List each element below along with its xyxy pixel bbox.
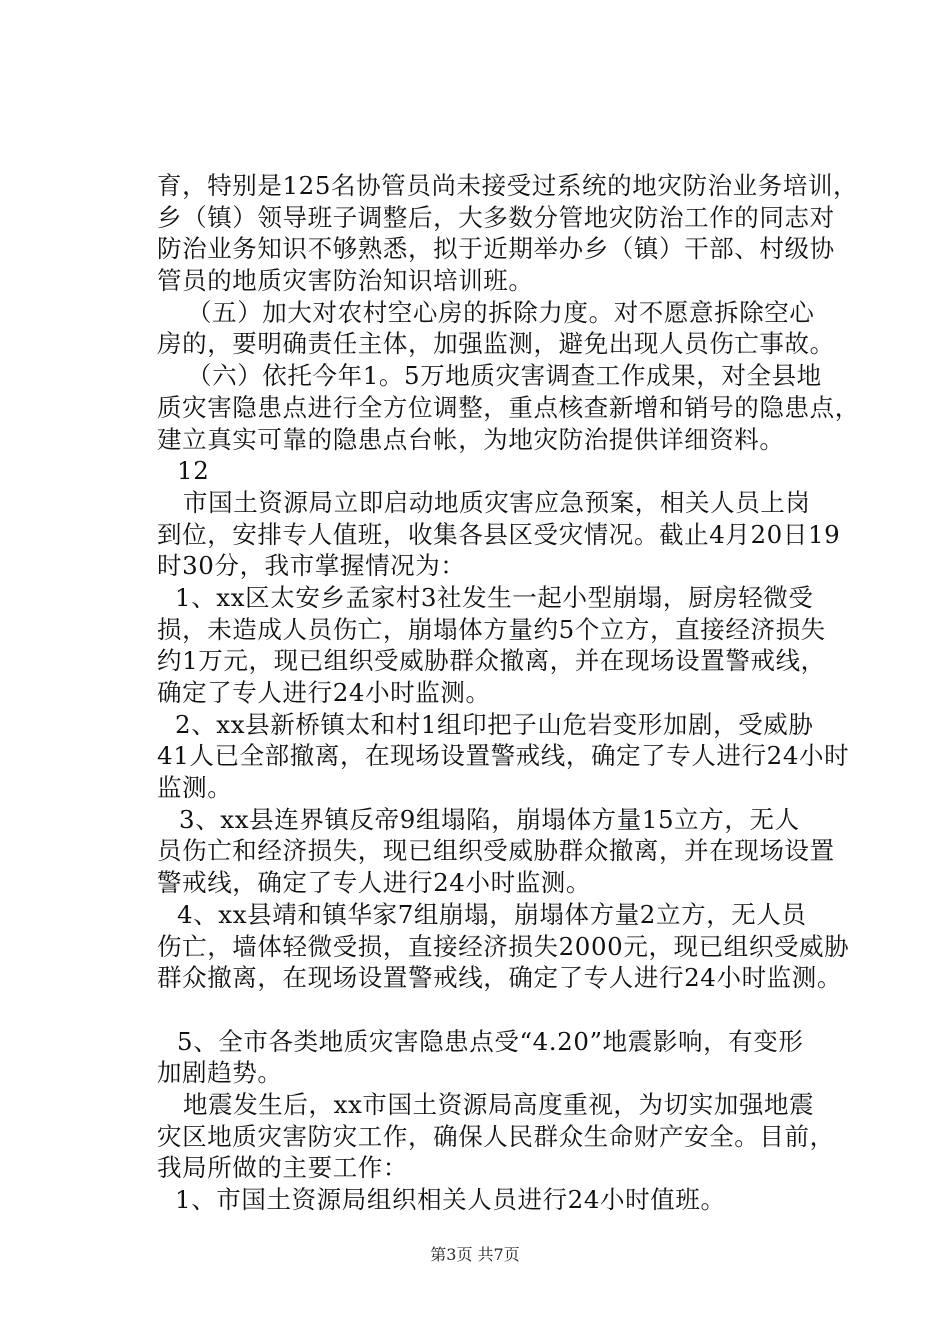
text-line: 管员的地质灾害防治知识培训班。 (157, 266, 534, 296)
text-line: 到位，安排专人值班，收集各县区受灾情况。截止4月20日19 (157, 519, 841, 549)
text-line: 乡（镇）领导班子调整后，大多数分管地灾防治工作的同志对 (157, 202, 835, 232)
text-line: 确定了专人进行24小时监测。 (157, 678, 491, 707)
text-line: 我局所做的主要工作： (157, 1153, 408, 1183)
text-line: 灾区地质灾害防灾工作，确保人民群众生命财产安全。目前， (157, 1121, 835, 1151)
text-line (157, 994, 837, 1026)
text-line: 建立真实可靠的隐患点台帐，为地灾防治提供详细资料。 (157, 424, 785, 454)
text-line: 41人已全部撤离，在现场设置警戒线，确定了专人进行24小时 (157, 741, 850, 771)
text-line: 12 (177, 456, 210, 486)
text-line: 防治业务知识不够熟悉，拟于近期举办乡（镇）干部、村级协 (157, 234, 835, 264)
text-line: （六）依托今年1。5万地质灾害调查工作成果，对全县地 (187, 361, 822, 391)
text-line: 5、全市各类地质灾害隐患点受“4.20”地震影响，有变形 (177, 1026, 804, 1056)
text-line: 1、xx区太安乡孟家村3社发生一起小型崩塌，厨房轻微受 (175, 582, 814, 612)
text-line: 约1万元，现已组织受威胁群众撤离，并在现场设置警戒线， (157, 646, 826, 676)
text-line: 群众撤离，在现场设置警戒线，确定了专人进行24小时监测。 (157, 963, 842, 993)
text-line: 房的，要明确责任主体，加强监测，避免出现人员伤亡事故。 (157, 329, 835, 359)
body-text (157, 170, 860, 1216)
text-line: 2、xx县新桥镇太和村1组印把子山危岩变形加剧，受威胁 (175, 709, 814, 739)
text-line: 伤亡，墙体轻微受损，直接经济损失2000元，现已组织受威胁 (157, 931, 850, 961)
text-line: 1、市国土资源局组织相关人员进行24小时值班。 (175, 1185, 726, 1214)
text-line: （五）加大对农村空心房的拆除力度。对不愿意拆除空心 (187, 297, 815, 327)
text-line: 加剧趋势。 (157, 1058, 283, 1088)
text-line: 监测。 (157, 773, 233, 803)
text-line: 损，未造成人员伤亡，崩塌体方量约5个立方，直接经济损失 (157, 614, 826, 644)
text-line: 员伤亡和经济损失，现已组织受威胁群众撤离，并在现场设置 (157, 836, 835, 866)
text-line: 时30分，我市掌握情况为： (157, 551, 466, 581)
text-line: 警戒线，确定了专人进行24小时监测。 (157, 868, 591, 898)
text-line: 3、xx县连界镇反帝9组塌陷，崩塌体方量15立方，无人 (179, 804, 800, 834)
text-line: 市国土资源局立即启动地质灾害应急预案，相关人员上岗 (183, 487, 811, 517)
text-line: 质灾害隐患点进行全方位调整，重点核查新增和销号的隐患点， (157, 392, 860, 422)
text-line: 地震发生后，xx市国土资源局高度重视，为切实加强地震 (183, 1089, 815, 1119)
text-line: 4、xx县靖和镇华家7组崩塌，崩塌体方量2立方，无人员 (177, 899, 807, 929)
page-footer: 第3页 共7页 (430, 1245, 520, 1264)
text-line: 育，特别是125名协管员尚未接受过系统的地灾防治业务培训， (157, 171, 859, 200)
